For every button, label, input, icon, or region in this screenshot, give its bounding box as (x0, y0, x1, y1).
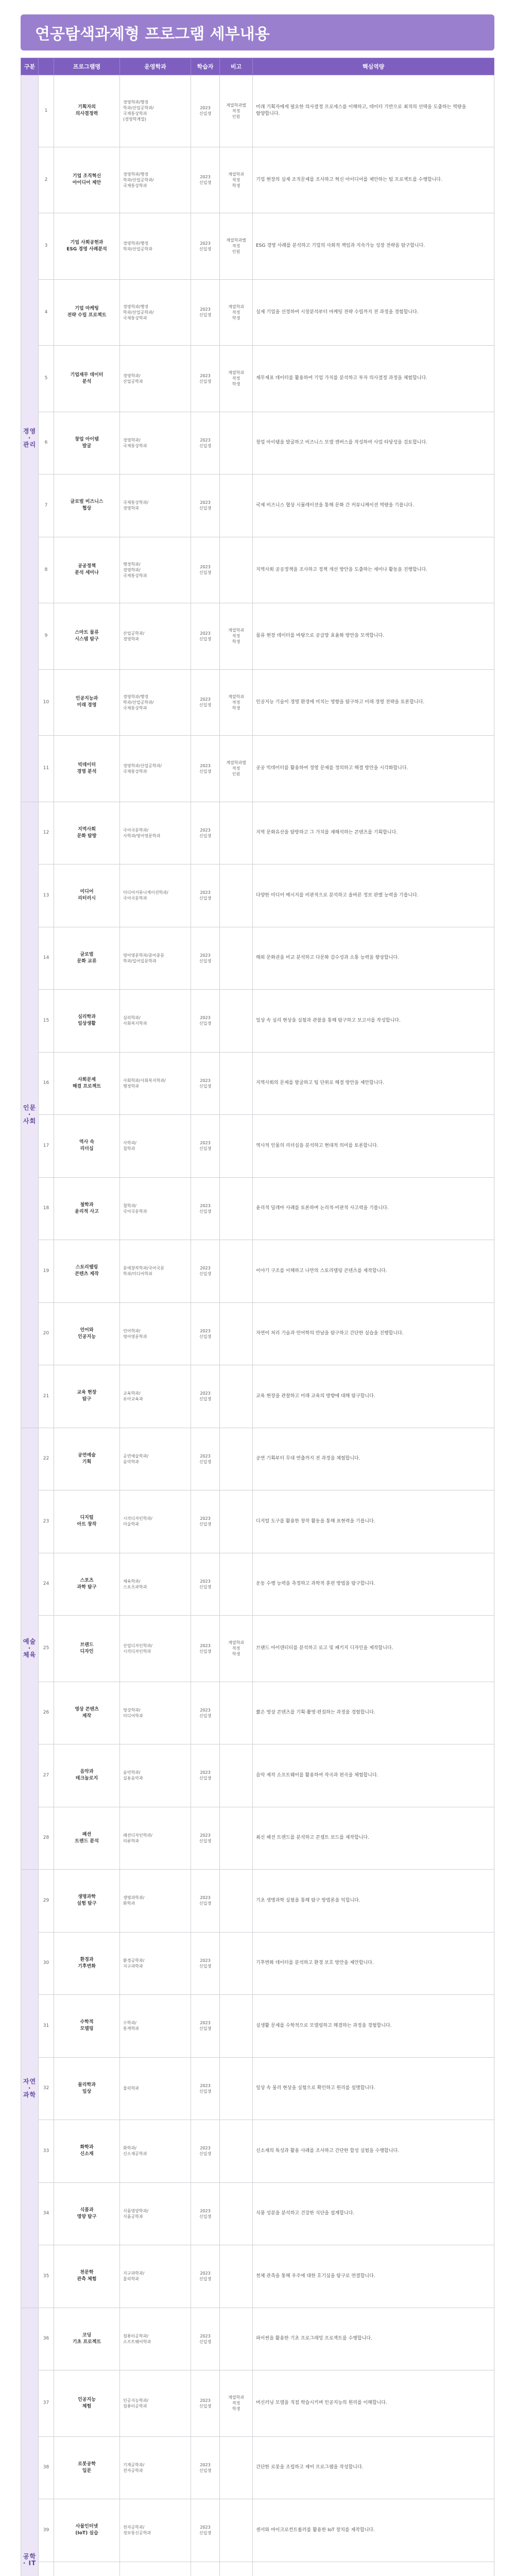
table-row (21, 2370, 494, 2437)
learner-cell: 2023 신입생 (191, 1177, 220, 1240)
table-row (21, 865, 494, 927)
note-cell (220, 1870, 253, 1933)
learner-cell: 2023 신입생 (191, 2436, 220, 2499)
table-row (21, 2120, 494, 2183)
note-cell (220, 2562, 253, 2576)
note-cell: 계열학과별 적정 인원 (220, 75, 253, 147)
program-name: 빅데이터 경영 분석 (54, 736, 120, 802)
note-cell: 계열학과 적정 학생 (220, 669, 253, 736)
learner-cell: 2023 신입생 (191, 537, 220, 603)
dept-cell: 영어영문학과/중어중문 학과/일어일문학과 (120, 927, 191, 990)
dept-cell: 산업디자인학과/ 시각디자인학과 (120, 1616, 191, 1682)
competency-cell: 간단한 로봇을 조립하고 제어 프로그램을 작성합니다. (253, 2436, 494, 2499)
table-row (21, 669, 494, 736)
table-row (21, 1240, 494, 1303)
row-number: 30 (39, 1932, 54, 1995)
learner-cell: 2023 신입생 (191, 1995, 220, 2058)
table-row (21, 1995, 494, 2058)
competency-cell: ESG 경영 사례를 분석하고 기업의 사회적 책임과 지속가능 성장 전략을 탐구합니다. (253, 213, 494, 280)
program-name: 기업재무 데이터 분석 (54, 346, 120, 412)
competency-cell: 음악 제작 소프트웨어를 활용하여 작곡과 편곡을 체험합니다. (253, 1744, 494, 1807)
program-name: 로봇공학 입문 (54, 2436, 120, 2499)
competency-cell: 지역 문화유산을 탐방하고 그 가치를 재해석하는 콘텐츠를 기획합니다. (253, 802, 494, 865)
competency-cell: 윤리적 딜레마 사례를 토론하며 논리적·비판적 사고력을 기릅니다. (253, 1177, 494, 1240)
table-row (21, 1490, 494, 1553)
competency-cell: 기초 생명과학 실험을 통해 탐구 방법론을 익힙니다. (253, 1870, 494, 1933)
row-number: 24 (39, 1553, 54, 1616)
competency-cell: 짧은 영상 콘텐츠를 기획·촬영·편집하는 과정을 경험합니다. (253, 1682, 494, 1744)
learner-cell: 2023 신입생 (191, 1932, 220, 1995)
program-name: 스포츠 과학 탐구 (54, 1553, 120, 1616)
learner-cell: 2023 신입생 (191, 2499, 220, 2562)
note-cell (220, 2436, 253, 2499)
table-row (21, 1682, 494, 1744)
row-number: 6 (39, 412, 54, 474)
row-number: 3 (39, 213, 54, 280)
program-name: 역사 속 리더십 (54, 1115, 120, 1178)
row-number: 11 (39, 736, 54, 802)
table-row (21, 603, 494, 670)
program-name: 브랜드 디자인 (54, 1616, 120, 1682)
table-row (21, 927, 494, 990)
category-cell: 예술 · 체육 (21, 1428, 39, 1870)
dept-cell: 인공지능학과/ 컴퓨터공학과 (120, 2370, 191, 2437)
note-cell (220, 1490, 253, 1553)
learner-cell: 2023 신입생 (191, 412, 220, 474)
program-name: 기업 조직혁신 아이디어 제안 (54, 147, 120, 213)
program-name: 식품과 영양 탐구 (54, 2182, 120, 2245)
col-dept: 운영학과 (120, 58, 191, 75)
competency-cell: 기업 현장의 실제 조직문제를 조사하고 혁신 아이디어를 제안하는 팀 프로젝트를 수행합니다. (253, 147, 494, 213)
table-row (21, 346, 494, 412)
dept-cell: 컴퓨터공학과/ 소프트웨어학과 (120, 2308, 191, 2370)
competency-cell: 천체 관측을 통해 우주에 대한 호기심을 탐구로 연결합니다. (253, 2245, 494, 2308)
row-number: 23 (39, 1490, 54, 1553)
table-row (21, 75, 494, 147)
row-number: 28 (39, 1807, 54, 1870)
dept-cell: 전자공학과/ 정보통신공학과 (120, 2499, 191, 2562)
category-cell: 경영 · 관리 (21, 75, 39, 802)
learner-cell: 2023 신입생 (191, 927, 220, 990)
learner-cell: 2023 신입생 (191, 2120, 220, 2183)
note-cell (220, 474, 253, 537)
competency-cell: 교육 현장을 관찰하고 미래 교육의 방향에 대해 탐구합니다. (253, 1365, 494, 1428)
note-cell: 계열학과별 적정 인원 (220, 736, 253, 802)
program-name: 화학과 신소재 (54, 2120, 120, 2183)
col-program: 프로그램명 (54, 58, 120, 75)
note-cell (220, 1932, 253, 1995)
dept-cell: 체육학과/ 스포츠과학과 (120, 1553, 191, 1616)
learner-cell: 2023 신입생 (191, 736, 220, 802)
learner-cell: 2023 신입생 (191, 990, 220, 1053)
program-name: 철학과 윤리적 사고 (54, 1177, 120, 1240)
row-number: 5 (39, 346, 54, 412)
program-name: 인공지능 체험 (54, 2370, 120, 2437)
program-table-wrap (21, 58, 494, 2576)
learner-cell: 2023 신입생 (191, 1490, 220, 1553)
learner-cell: 2023 신입생 (191, 2182, 220, 2245)
category-cell: 인문 · 사회 (21, 802, 39, 1428)
dept-cell: 경영학과/행정 학과/산업공학과/ 국제통상학과 (120, 279, 191, 346)
program-name: 영상 콘텐츠 제작 (54, 1682, 120, 1744)
learner-cell: 2023 신입생 (191, 346, 220, 412)
program-name: 수학적 모델링 (54, 1995, 120, 2058)
competency-cell: 일상 속 심리 현상을 실험과 관찰을 통해 탐구하고 보고서를 작성합니다. (253, 990, 494, 1053)
dept-cell: 경영학과/ 산업공학과 (120, 346, 191, 412)
program-name: 공연예술 기획 (54, 1428, 120, 1490)
table-row (21, 1932, 494, 1995)
row-number: 17 (39, 1115, 54, 1178)
dept-cell: 패션디자인학과/ 의류학과 (120, 1807, 191, 1870)
dept-cell: 국어국문학과/ 사학과/영어영문학과 (120, 802, 191, 865)
program-name: 코딩 기초 프로젝트 (54, 2308, 120, 2370)
program-name: 미디어 리터러시 (54, 865, 120, 927)
note-cell: 계열학과 적정 학생 (220, 2370, 253, 2437)
table-row (21, 2436, 494, 2499)
note-cell (220, 1302, 253, 1365)
row-number: 38 (39, 2436, 54, 2499)
dept-cell: 철학과/ 국어국문학과 (120, 1177, 191, 1240)
row-number: 35 (39, 2245, 54, 2308)
dept-cell: 물리학과 (120, 2057, 191, 2120)
learner-cell: 2023 신입생 (191, 603, 220, 670)
table-row (21, 2308, 494, 2370)
learner-cell: 2023 신입생 (191, 2245, 220, 2308)
competency-cell: 다양한 미디어 메시지를 비판적으로 분석하고 올바른 정보 판별 능력을 기릅니다. (253, 865, 494, 927)
competency-cell: 재무제표 데이터를 활용하여 기업 가치를 분석하고 투자 의사결정 과정을 체험합니다. (253, 346, 494, 412)
learner-cell: 2023 신입생 (191, 1744, 220, 1807)
competency-cell: 기후변화 데이터를 분석하고 환경 보호 방안을 제안합니다. (253, 1932, 494, 1995)
table-row (21, 1302, 494, 1365)
dept-cell: 행정학과/ 경영학과/ 국제통상학과 (120, 537, 191, 603)
table-row (21, 1553, 494, 1616)
learner-cell: 2023 신입생 (191, 75, 220, 147)
program-name: 기획자의 의사결정력 (54, 75, 120, 147)
dept-cell: 경영학과/행정 학과/산업공학과/ 국제통상학과 (120, 669, 191, 736)
row-number: 4 (39, 279, 54, 346)
table-row (21, 2245, 494, 2308)
row-number: 13 (39, 865, 54, 927)
program-name: 사회문제 해결 프로젝트 (54, 1052, 120, 1115)
note-cell (220, 1177, 253, 1240)
row-number: 15 (39, 990, 54, 1053)
row-number: 37 (39, 2370, 54, 2437)
competency-cell: 해외 문화권을 비교 분석하고 다문화 감수성과 소통 능력을 향상합니다. (253, 927, 494, 990)
program-name: 창업 아이템 발굴 (54, 412, 120, 474)
table-row (21, 1870, 494, 1933)
table-row (21, 1365, 494, 1428)
row-number: 2 (39, 147, 54, 213)
note-cell (220, 1428, 253, 1490)
row-number: 36 (39, 2308, 54, 2370)
dept-cell: 사학과/ 철학과 (120, 1115, 191, 1178)
col-learner: 학습자 (191, 58, 220, 75)
row-number: 39 (39, 2499, 54, 2562)
table-row (21, 1052, 494, 1115)
row-number: 8 (39, 537, 54, 603)
dept-cell: 경영학과/행정 학과/산업공학과 (120, 213, 191, 280)
learner-cell: 2023 신입생 (191, 1115, 220, 1178)
program-name: 생명과학 실험 탐구 (54, 1870, 120, 1933)
dept-cell: 심리학과/ 사회복지학과 (120, 990, 191, 1053)
learner-cell: 2023 신입생 (191, 1616, 220, 1682)
program-name: 디지털 아트 창작 (54, 1490, 120, 1553)
competency-cell: 이야기 구조를 이해하고 나만의 스토리텔링 콘텐츠를 제작합니다. (253, 1240, 494, 1303)
table-row (21, 279, 494, 346)
dept-cell: 음악학과/ 실용음악과 (120, 1744, 191, 1807)
dept-cell: 미디어커뮤니케이션학과/ 국어국문학과 (120, 865, 191, 927)
dept-cell: 경영학과/행정 학과/산업공학과/ 국제통상학과 (120, 147, 191, 213)
dept-cell: 산업공학과/ 경영학과 (120, 603, 191, 670)
program-name: 기업 마케팅 전략 수립 프로젝트 (54, 279, 120, 346)
table-row (21, 736, 494, 802)
note-cell (220, 2245, 253, 2308)
table-row (21, 537, 494, 603)
competency-cell: 식품 성분을 분석하고 건강한 식단을 설계합니다. (253, 2182, 494, 2245)
dept-cell: 경영학과/행정 학과/산업공학과/ 국제통상학과 (경영학계열) (120, 75, 191, 147)
competency-cell: 국제 비즈니스 협상 시뮬레이션을 통해 문화 간 커뮤니케이션 역량을 기릅니다. (253, 474, 494, 537)
note-cell (220, 412, 253, 474)
dept-cell: 교육학과/ 유아교육과 (120, 1365, 191, 1428)
competency-cell: 파이썬을 활용한 기초 프로그래밍 프로젝트를 수행합니다. (253, 2308, 494, 2370)
table-body (21, 75, 494, 2576)
competency-cell: 최신 패션 트렌드를 분석하고 콘셉트 보드를 제작합니다. (253, 1807, 494, 1870)
note-cell: 계열학과별 적정 인원 (220, 213, 253, 280)
dept-cell: 기계공학과/ 전자공학과 (120, 2436, 191, 2499)
program-name: 글로벌 문화 교류 (54, 927, 120, 990)
learner-cell: 2023 신입생 (191, 279, 220, 346)
competency-cell: 지역사회 공공정책을 조사하고 정책 개선 방안을 도출하는 세미나 활동을 진행합니다. (253, 537, 494, 603)
note-cell (220, 2182, 253, 2245)
dept-cell: 경영학과/산업공학과/ 국제통상학과 (120, 736, 191, 802)
competency-cell: 공공 빅데이터를 활용하여 경영 문제를 정의하고 해결 방안을 시각화합니다. (253, 736, 494, 802)
dept-cell: 수학과/ 통계학과 (120, 1995, 191, 2058)
dept-cell: 사회학과/사회복지학과/ 행정학과 (120, 1052, 191, 1115)
note-cell (220, 865, 253, 927)
dept-cell: 지구과학과/ 물리학과 (120, 2245, 191, 2308)
row-number: 26 (39, 1682, 54, 1744)
row-number: 21 (39, 1365, 54, 1428)
page-title-banner (21, 14, 494, 50)
competency-cell: 실제 기업을 선정하여 시장분석부터 마케팅 전략 수립까지 전 과정을 경험합니다. (253, 279, 494, 346)
program-name: 물리학과 일상 (54, 2057, 120, 2120)
row-number: 10 (39, 669, 54, 736)
learner-cell: 2023 신입생 (191, 865, 220, 927)
learner-cell: 2023 신입생 (191, 213, 220, 280)
row-number: 32 (39, 2057, 54, 2120)
competency-cell: 신소재의 특성과 활용 사례를 조사하고 간단한 합성 실험을 수행합니다. (253, 2120, 494, 2183)
program-name: 스마트 물류 시스템 탐구 (54, 603, 120, 670)
note-cell (220, 1052, 253, 1115)
row-number: 31 (39, 1995, 54, 2058)
note-cell (220, 2308, 253, 2370)
note-cell: 계열학과 적정 학생 (220, 279, 253, 346)
program-table (21, 58, 494, 2576)
dept-cell (120, 2562, 191, 2576)
dept-cell: 시각디자인학과/ 미술학과 (120, 1490, 191, 1553)
learner-cell: 2023 신입생 (191, 2308, 220, 2370)
program-name: 음악과 테크놀로지 (54, 1744, 120, 1807)
competency-cell: 디지털 도구를 활용한 창작 활동을 통해 표현력을 기릅니다. (253, 1490, 494, 1553)
note-cell (220, 1365, 253, 1428)
table-header-row (21, 58, 494, 75)
table-row (21, 2499, 494, 2562)
learner-cell: 2023 신입생 (191, 1240, 220, 1303)
row-number: 9 (39, 603, 54, 670)
dept-cell: 식품영양학과/ 식품공학과 (120, 2182, 191, 2245)
learner-cell: 2023 신입생 (191, 1553, 220, 1616)
program-name: 스토리텔링 콘텐츠 제작 (54, 1240, 120, 1303)
learner-cell (191, 2562, 220, 2576)
competency-cell: 지역사회의 문제를 발굴하고 팀 단위로 해결 방안을 제안합니다. (253, 1052, 494, 1115)
note-cell (220, 2499, 253, 2562)
program-name: 공공정책 분석 세미나 (54, 537, 120, 603)
col-competency: 핵심역량 (253, 58, 494, 75)
note-cell (220, 802, 253, 865)
learner-cell: 2023 신입생 (191, 1807, 220, 1870)
row-number: 12 (39, 802, 54, 865)
note-cell (220, 1807, 253, 1870)
page-title: 연공탐색과제형 프로그램 세부내용 (35, 25, 270, 43)
program-name: 패션 트렌드 분석 (54, 1807, 120, 1870)
competency-cell: 인공지능 기술이 경영 환경에 미치는 영향을 탐구하고 미래 경영 전략을 토론합니다. (253, 669, 494, 736)
learner-cell: 2023 신입생 (191, 474, 220, 537)
note-cell (220, 1682, 253, 1744)
dept-cell: 국제통상학과/ 경영학과 (120, 474, 191, 537)
competency-cell: 자연어 처리 기술과 언어학의 만남을 탐구하고 간단한 실습을 진행합니다. (253, 1302, 494, 1365)
table-row (21, 2182, 494, 2245)
table-row (21, 474, 494, 537)
program-name: 기업 사회공헌과 ESG 경영 사례분석 (54, 213, 120, 280)
row-number: 20 (39, 1302, 54, 1365)
program-name: 사물인터넷 (IoT) 실습 (54, 2499, 120, 2562)
learner-cell: 2023 신입생 (191, 669, 220, 736)
learner-cell: 2023 신입생 (191, 1365, 220, 1428)
learner-cell: 2023 신입생 (191, 147, 220, 213)
table-row (21, 147, 494, 213)
learner-cell: 2023 신입생 (191, 802, 220, 865)
category-cell: 공학 · IT (21, 2308, 39, 2576)
program-name: 언어와 인공지능 (54, 1302, 120, 1365)
program-name: 교육 현장 탐구 (54, 1365, 120, 1428)
program-name: 인공지능과 미래 경영 (54, 669, 120, 736)
note-cell (220, 990, 253, 1053)
note-cell (220, 1744, 253, 1807)
note-cell (220, 537, 253, 603)
table-row (21, 1807, 494, 1870)
learner-cell: 2023 신입생 (191, 1052, 220, 1115)
row-number: 27 (39, 1744, 54, 1807)
table-row (21, 2562, 494, 2576)
note-cell (220, 1115, 253, 1178)
competency-cell: 미래 기획자에게 필요한 의사결정 프로세스를 이해하고, 데이터 기반으로 최적의 선택을 도출하는 역량을 함양합니다. (253, 75, 494, 147)
learner-cell: 2023 신입생 (191, 1428, 220, 1490)
competency-cell: 실생활 문제를 수학적으로 모델링하고 해결하는 과정을 경험합니다. (253, 1995, 494, 2058)
learner-cell: 2023 신입생 (191, 1302, 220, 1365)
table-row (21, 1115, 494, 1178)
dept-cell: 환경공학과/ 지구과학과 (120, 1932, 191, 1995)
row-number: 29 (39, 1870, 54, 1933)
competency-cell (253, 2562, 494, 2576)
row-number: 1 (39, 75, 54, 147)
learner-cell: 2023 신입생 (191, 2370, 220, 2437)
table-row (21, 2057, 494, 2120)
table-row (21, 1744, 494, 1807)
dept-cell: 생명과학과/ 화학과 (120, 1870, 191, 1933)
competency-cell: 창업 아이템을 발굴하고 비즈니스 모델 캔버스를 작성하여 사업 타당성을 검토합니다. (253, 412, 494, 474)
competency-cell: 센서와 마이크로컨트롤러를 활용한 IoT 장치를 제작합니다. (253, 2499, 494, 2562)
program-name (54, 2562, 120, 2576)
table-row (21, 1428, 494, 1490)
note-cell: 계열학과 적정 학생 (220, 147, 253, 213)
program-name: 글로벌 비즈니스 협상 (54, 474, 120, 537)
note-cell: 계열학과 적정 학생 (220, 346, 253, 412)
note-cell (220, 2120, 253, 2183)
note-cell (220, 927, 253, 990)
program-name: 심리학과 일상생활 (54, 990, 120, 1053)
program-name: 천문학 관측 체험 (54, 2245, 120, 2308)
competency-cell: 운동 수행 능력을 측정하고 과학적 훈련 방법을 탐구합니다. (253, 1553, 494, 1616)
row-number: 25 (39, 1616, 54, 1682)
row-number: 33 (39, 2120, 54, 2183)
row-number: 18 (39, 1177, 54, 1240)
learner-cell: 2023 신입생 (191, 2057, 220, 2120)
note-cell (220, 1995, 253, 2058)
program-name: 지역사회 문화 탐방 (54, 802, 120, 865)
dept-cell: 공연예술학과/ 음악학과 (120, 1428, 191, 1490)
dept-cell: 화학과/ 신소재공학과 (120, 2120, 191, 2183)
col-number (39, 58, 54, 75)
table-row (21, 1177, 494, 1240)
row-number: 19 (39, 1240, 54, 1303)
dept-cell: 영상학과/ 미디어학과 (120, 1682, 191, 1744)
category-cell: 자연 · 과학 (21, 1870, 39, 2308)
row-number: 34 (39, 2182, 54, 2245)
row-number: 16 (39, 1052, 54, 1115)
note-cell: 계열학과 적정 학생 (220, 603, 253, 670)
col-category: 구분 (21, 58, 39, 75)
note-cell (220, 1553, 253, 1616)
competency-cell: 물류 현장 데이터를 바탕으로 공급망 효율화 방안을 모색합니다. (253, 603, 494, 670)
dept-cell: 문예창작학과/국어국문 학과/미디어학과 (120, 1240, 191, 1303)
row-number: 14 (39, 927, 54, 990)
competency-cell: 역사적 인물의 리더십을 분석하고 현대적 의미를 토론합니다. (253, 1115, 494, 1178)
learner-cell: 2023 신입생 (191, 1870, 220, 1933)
learner-cell: 2023 신입생 (191, 1682, 220, 1744)
table-row (21, 802, 494, 865)
row-number: 22 (39, 1428, 54, 1490)
note-cell (220, 2057, 253, 2120)
competency-cell: 일상 속 물리 현상을 실험으로 확인하고 원리를 설명합니다. (253, 2057, 494, 2120)
row-number: 7 (39, 474, 54, 537)
table-row (21, 1616, 494, 1682)
col-note: 비고 (220, 58, 253, 75)
program-name: 환경과 기후변화 (54, 1932, 120, 1995)
competency-cell: 머신러닝 모델을 직접 학습시키며 인공지능의 원리를 이해합니다. (253, 2370, 494, 2437)
competency-cell: 브랜드 아이덴티티를 분석하고 로고 및 패키지 디자인을 제작합니다. (253, 1616, 494, 1682)
table-row (21, 213, 494, 280)
note-cell (220, 1240, 253, 1303)
competency-cell: 공연 기획부터 무대 연출까지 전 과정을 체험합니다. (253, 1428, 494, 1490)
dept-cell: 경영학과/ 국제통상학과 (120, 412, 191, 474)
row-number (39, 2562, 54, 2576)
note-cell: 계열학과 적정 학생 (220, 1616, 253, 1682)
dept-cell: 언어학과/ 영어영문학과 (120, 1302, 191, 1365)
table-row (21, 412, 494, 474)
table-row (21, 990, 494, 1053)
